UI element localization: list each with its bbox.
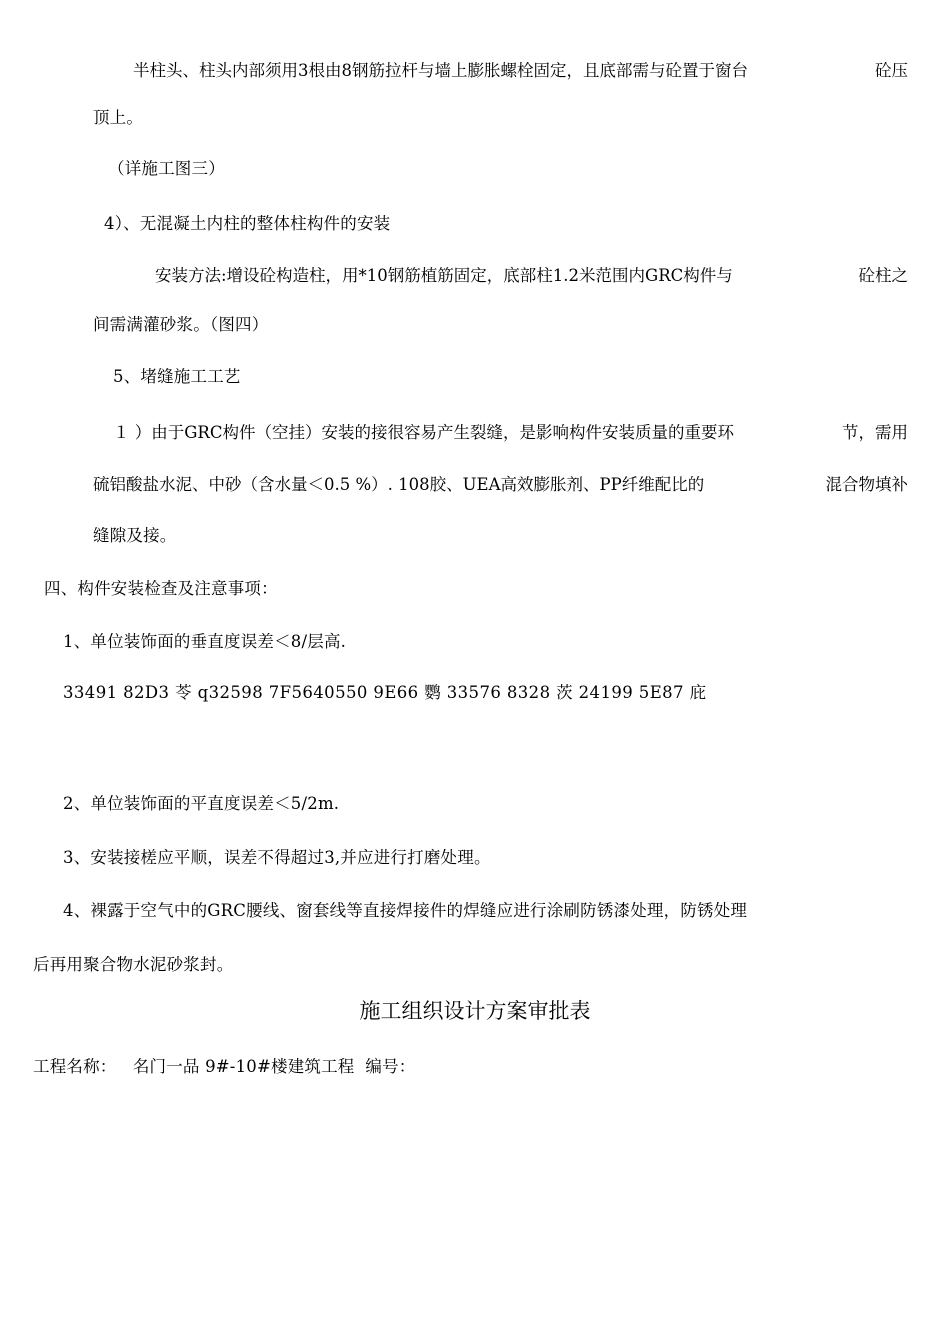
text-segment: 节，需用 bbox=[842, 423, 908, 442]
project-name-line: 工程名称： 名门一品 9#-10#楼建筑工程 编号： bbox=[33, 1057, 416, 1076]
text-segment: 砼压 bbox=[875, 61, 908, 80]
list-item: 4、裸露于空气中的GRC腰线、窗套线等直接焊接件的焊缝应进行涂刷防锈漆处理，防锈处理 bbox=[63, 901, 748, 920]
list-item: 2、单位装饰面的平直度误差＜5/2m. bbox=[63, 794, 340, 813]
figure-reference: （详施工图三） bbox=[108, 159, 225, 178]
subsection-heading: 4）、无混凝土内柱的整体柱构件的安装 bbox=[104, 214, 391, 233]
paragraph-line bbox=[133, 60, 908, 82]
paragraph-line bbox=[155, 265, 908, 287]
text-segment: 半柱头、柱头内部须用3根由8钢筋拉杆与墙上膨胀螺栓固定，且底部需与砼置于窗台 bbox=[133, 61, 748, 80]
list-item: 1、单位装饰面的垂直度误差＜8/层高. bbox=[63, 632, 347, 651]
paragraph-line bbox=[93, 474, 908, 496]
section-heading: 四、构件安装检查及注意事项： bbox=[44, 579, 278, 598]
paragraph-line: 缝隙及接。 bbox=[93, 526, 177, 545]
paragraph-line bbox=[113, 422, 908, 444]
text-segment: 硫铝酸盐水泥、中砂（含水量＜0.5 %）. 108胶、UEA高效膨胀剂、PP纤维配比的 bbox=[93, 475, 705, 494]
text-segment: 混合物填补 bbox=[825, 475, 908, 494]
paragraph-line: 顶上。 bbox=[93, 108, 144, 127]
text-segment: １ ）由于GRC构件（空挂）安装的接很容易产生裂缝，是影响构件安装质量的重要环 bbox=[113, 423, 734, 442]
section-heading: 5、堵缝施工工艺 bbox=[113, 367, 241, 386]
code-line: 33491 82D3 苓 q32598 7F5640550 9E66 鹦 33576 8328 茨 24199 5E87 庇 bbox=[63, 683, 707, 702]
list-item: 3、安装接槎应平顺，误差不得超过3,并应进行打磨处理。 bbox=[63, 848, 491, 867]
text-segment: 安装方法:增设砼构造柱，用*10钢筋植筋固定，底部柱1.2米范围内GRC构件与 bbox=[155, 266, 733, 285]
approval-form-title: 施工组织设计方案审批表 bbox=[359, 999, 591, 1023]
list-item-continuation: 后再用聚合物水泥砂浆封。 bbox=[33, 955, 234, 974]
text-segment: 砼柱之 bbox=[858, 266, 908, 285]
paragraph-line: 间需满灌砂浆。（图四） bbox=[93, 315, 269, 334]
